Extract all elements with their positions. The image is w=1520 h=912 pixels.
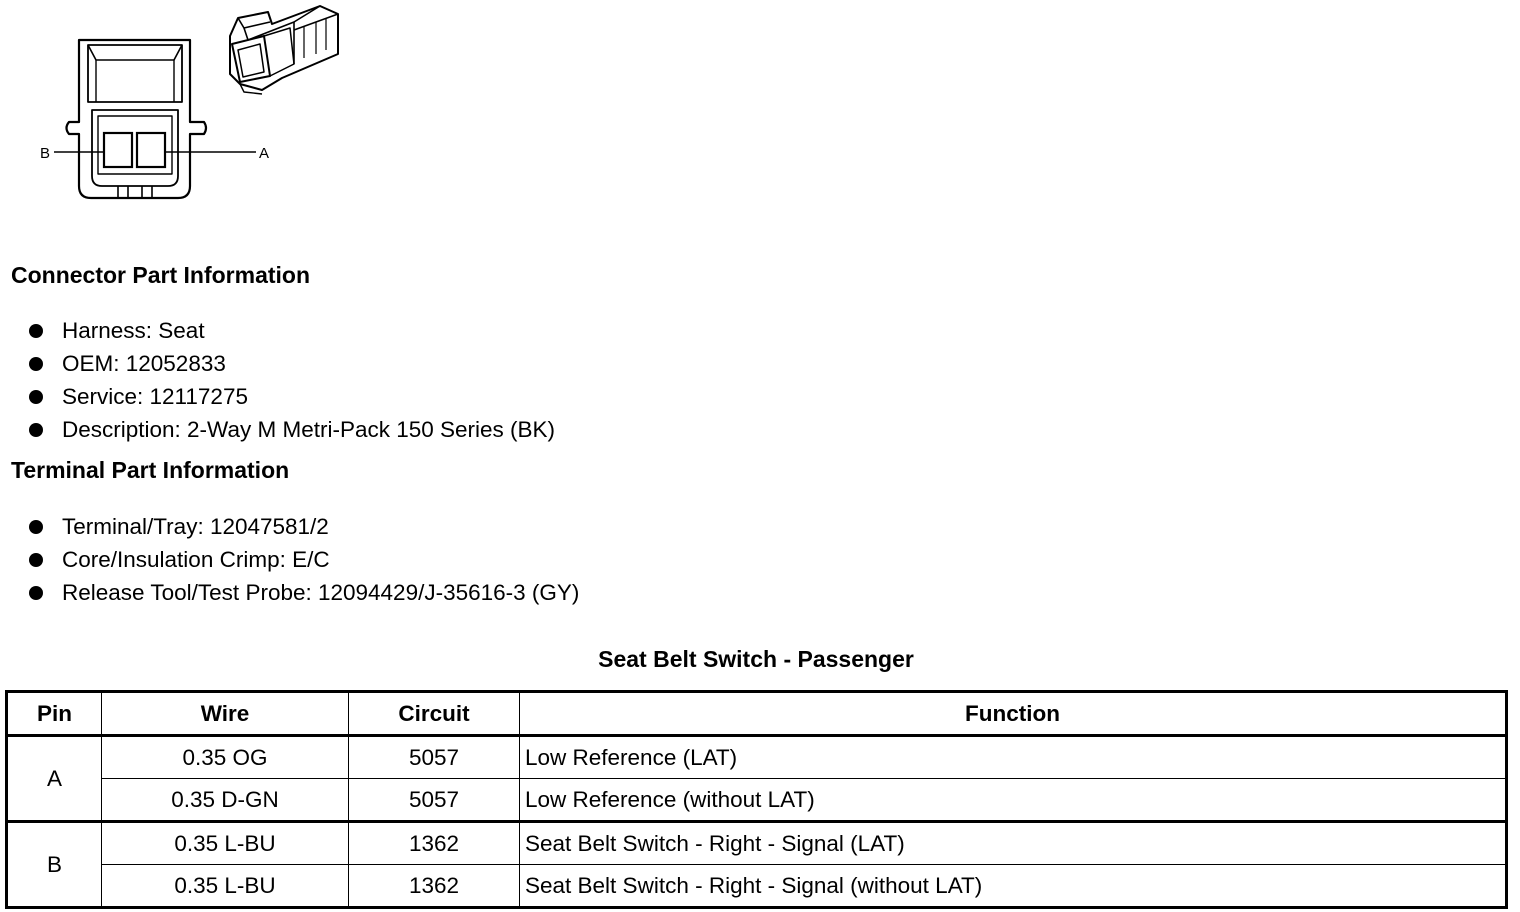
header-wire: Wire — [102, 692, 349, 736]
table-row — [7, 822, 1507, 865]
wire-cell: 0.35 L-BU — [102, 822, 349, 865]
release-tool-text: Release Tool/Test Probe: 12094429/J-35616-3 (GY) — [62, 580, 580, 605]
header-function: Function — [520, 692, 1507, 736]
table-title: Seat Belt Switch - Passenger — [598, 646, 914, 672]
list-item — [28, 347, 555, 380]
function-cell: Low Reference (LAT) — [520, 736, 1507, 779]
circuit-cell: 5057 — [349, 779, 520, 822]
wire-cell: 0.35 OG — [102, 736, 349, 779]
connector-face-view — [67, 40, 207, 198]
wire-cell: 0.35 D-GN — [102, 779, 349, 822]
connector-isometric-view — [230, 6, 338, 94]
terminal-part-info-list — [28, 510, 579, 609]
list-item — [28, 543, 579, 576]
bullet-icon — [29, 520, 43, 534]
function-cell: Low Reference (without LAT) — [520, 779, 1507, 822]
terminal-part-info-heading: Terminal Part Information — [11, 457, 290, 483]
table-row — [7, 865, 1507, 908]
circuit-cell: 1362 — [349, 865, 520, 908]
table-row — [7, 779, 1507, 822]
pinout-table — [5, 690, 1508, 909]
table-row — [7, 736, 1507, 779]
pin-cell: A — [7, 736, 102, 822]
bullet-icon — [29, 357, 43, 371]
bullet-icon — [29, 390, 43, 404]
list-item — [28, 314, 555, 347]
connector-diagram — [0, 0, 380, 215]
pin-cell: B — [7, 822, 102, 908]
header-circuit: Circuit — [349, 692, 520, 736]
circuit-cell: 5057 — [349, 736, 520, 779]
description-text: Description: 2-Way M Metri-Pack 150 Series (BK) — [62, 417, 556, 442]
bullet-icon — [29, 423, 43, 437]
table-header-row — [7, 692, 1507, 736]
pin-label-a: A — [259, 145, 270, 162]
function-cell: Seat Belt Switch - Right - Signal (LAT) — [520, 822, 1507, 865]
terminal-cavity-b — [104, 133, 132, 167]
list-item — [28, 576, 579, 609]
connector-part-info-heading: Connector Part Information — [11, 262, 311, 288]
pin-label-b: B — [40, 145, 51, 162]
service-text: Service: 12117275 — [62, 384, 248, 409]
list-item — [28, 380, 555, 413]
list-item — [28, 510, 579, 543]
harness-text: Harness: Seat — [62, 318, 205, 343]
crimp-text: Core/Insulation Crimp: E/C — [62, 547, 330, 572]
terminal-cavity-a — [137, 133, 165, 167]
wire-cell: 0.35 L-BU — [102, 865, 349, 908]
header-pin: Pin — [7, 692, 102, 736]
oem-text: OEM: 12052833 — [62, 351, 226, 376]
bullet-icon — [29, 324, 43, 338]
list-item — [28, 413, 555, 446]
connector-part-info-list — [28, 314, 555, 446]
terminal-tray-text: Terminal/Tray: 12047581/2 — [62, 514, 329, 539]
function-cell: Seat Belt Switch - Right - Signal (without LAT) — [520, 865, 1507, 908]
bullet-icon — [29, 553, 43, 567]
bullet-icon — [29, 586, 43, 600]
circuit-cell: 1362 — [349, 822, 520, 865]
